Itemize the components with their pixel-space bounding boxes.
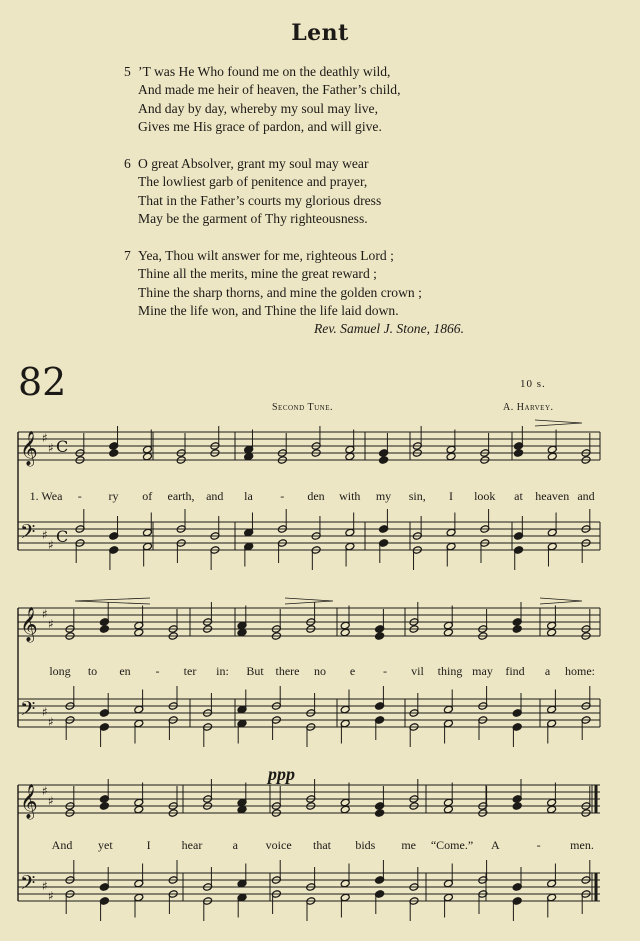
- lyric-syllable: But: [246, 664, 264, 678]
- lyric-syllable: and: [577, 489, 595, 503]
- note-head: [237, 805, 247, 814]
- note-head: [99, 802, 109, 811]
- treble-clef: 𝄞: [20, 607, 38, 642]
- lyric-syllable: voice: [265, 838, 292, 852]
- key-signature-sharp: ♯: [48, 441, 54, 455]
- lyric-syllable: A: [490, 838, 500, 852]
- bass-clef: 𝄢: [20, 871, 36, 899]
- lyric-syllable: bids: [355, 838, 376, 852]
- note-head: [142, 452, 152, 461]
- stanza-line: And day by day, whereby my soul may live,: [138, 100, 378, 116]
- lyric-syllable: ry: [108, 489, 119, 503]
- decrescendo-hairpin: [285, 598, 333, 604]
- note-head: [99, 625, 109, 634]
- stanza-number: 6: [124, 156, 131, 171]
- lyric-syllable: to: [87, 664, 98, 678]
- tune-name: Second Tune.: [272, 402, 333, 413]
- note-head: [134, 628, 144, 637]
- lyric-syllable: “Come.”: [430, 838, 474, 852]
- lyric-syllable: home:: [565, 664, 595, 678]
- lyric-syllable: me: [401, 838, 416, 852]
- lyric-syllable: la: [244, 489, 253, 503]
- note-head: [512, 625, 522, 634]
- bass-clef: 𝄢: [20, 697, 36, 725]
- lyric-syllable: en: [119, 664, 131, 678]
- key-signature-sharp: ♯: [48, 794, 54, 808]
- note-head: [379, 456, 389, 465]
- key-signature-sharp: ♯: [42, 784, 48, 798]
- lyric-syllable: -: [536, 838, 541, 852]
- lyric-syllable: look: [474, 489, 496, 503]
- key-signature-sharp: ♯: [48, 617, 54, 631]
- lyric-syllable: earth,: [167, 489, 195, 503]
- lyric-syllable: a: [544, 664, 551, 678]
- lyric-syllable: there: [275, 664, 300, 678]
- note-head: [547, 805, 557, 814]
- stanza-line: That in the Father’s courts my glorious dress: [138, 192, 382, 208]
- note-head: [443, 805, 453, 814]
- composer: A. Harvey.: [503, 402, 554, 413]
- lyric-syllable: find: [505, 664, 525, 678]
- decrescendo-hairpin: [535, 420, 582, 426]
- lyric-syllable: yet: [97, 838, 113, 852]
- bass-clef: 𝄢: [20, 520, 36, 548]
- decrescendo-hairpin: [540, 598, 582, 604]
- lyric-syllable: ter: [183, 664, 197, 678]
- note-head: [443, 628, 453, 637]
- lyric-syllable: I: [146, 838, 151, 852]
- meter: 10 s.: [520, 378, 546, 390]
- lyric-syllable: that: [313, 838, 331, 852]
- note-head: [375, 809, 385, 818]
- stanza-line: The lowliest garb of penitence and prayer,: [138, 174, 368, 190]
- lyric-syllable: with: [339, 489, 361, 503]
- crescendo-hairpin: [75, 598, 150, 604]
- treble-clef: 𝄞: [20, 431, 38, 466]
- lyric-syllable: vil: [411, 664, 424, 678]
- lyric-syllable: at: [514, 489, 523, 503]
- stanza-line: Thine the sharp thorns, and mine the golden crown ;: [138, 284, 422, 300]
- lyric-syllable: in:: [216, 664, 229, 678]
- note-head: [244, 452, 254, 461]
- lyric-syllable: heaven: [535, 489, 570, 503]
- lyric-syllable: my: [375, 489, 392, 503]
- time-signature: C: [56, 527, 69, 546]
- key-signature-sharp: ♯: [42, 879, 48, 893]
- dynamic-marking: ppp: [268, 764, 295, 784]
- lyric-syllable: I: [449, 489, 453, 503]
- note-head: [340, 805, 350, 814]
- lyric-syllable: and: [206, 489, 224, 503]
- stanza-line: ’T was He Who found me on the deathly wild,: [138, 64, 391, 79]
- stanza-line: And made me heir of heaven, the Father’s child,: [138, 82, 401, 98]
- lyric-syllable: a: [232, 838, 238, 852]
- key-signature-sharp: ♯: [42, 431, 48, 445]
- attribution: Rev. Samuel J. Stone, 1866.: [314, 321, 464, 336]
- treble-clef: 𝄞: [20, 784, 38, 819]
- note-head: [345, 452, 355, 461]
- note-head: [375, 632, 385, 641]
- stanza-line: O great Absolver, grant my soul may wear: [138, 156, 369, 171]
- lyric-syllable: 1. Wea: [29, 489, 63, 503]
- lyric-syllable: -: [77, 489, 82, 503]
- note-head: [340, 628, 350, 637]
- note-head: [134, 805, 144, 814]
- key-signature-sharp: ♯: [48, 538, 54, 552]
- lyric-syllable: men.: [570, 838, 594, 852]
- page-header: Lent: [291, 20, 349, 46]
- lyric-syllable: And: [51, 838, 73, 852]
- key-signature-sharp: ♯: [42, 528, 48, 542]
- lyric-syllable: e: [349, 664, 356, 678]
- lyric-syllable: may: [472, 664, 493, 678]
- note-head: [547, 452, 557, 461]
- lyric-syllable: of: [142, 489, 153, 503]
- stanza-line: Yea, Thou wilt answer for me, righteous Lord ;: [138, 248, 394, 263]
- note-head: [446, 452, 456, 461]
- time-signature: C: [56, 437, 69, 456]
- stanza-line: Mine the life won, and Thine the life laid down.: [138, 303, 399, 319]
- stanza-line: May be the garment of Thy righteousness.: [138, 211, 368, 227]
- note-head: [237, 628, 247, 637]
- key-signature-sharp: ♯: [42, 607, 48, 621]
- note-head: [512, 802, 522, 811]
- note-head: [514, 449, 524, 458]
- note-head: [109, 449, 119, 458]
- note-head: [547, 628, 557, 637]
- key-signature-sharp: ♯: [42, 705, 48, 719]
- stanza-number: 7: [124, 248, 131, 263]
- stanza-number: 5: [124, 64, 131, 79]
- key-signature-sharp: ♯: [48, 715, 54, 729]
- lyric-syllable: thing: [437, 664, 463, 678]
- lyric-syllable: -: [155, 664, 160, 678]
- lyric-syllable: den: [307, 489, 325, 503]
- stanza-line: Gives me His grace of pardon, and will give.: [138, 119, 382, 135]
- lyric-syllable: sin,: [408, 489, 426, 503]
- lyric-syllable: hear: [181, 838, 203, 852]
- lyric-syllable: -: [383, 664, 387, 678]
- stanza-line: Thine all the merits, mine the great reward ;: [138, 266, 377, 282]
- lyric-syllable: no: [314, 664, 326, 678]
- key-signature-sharp: ♯: [48, 889, 54, 903]
- lyric-syllable: long: [49, 664, 71, 678]
- lyric-syllable: -: [280, 489, 285, 503]
- hymn-number: 82: [18, 360, 67, 404]
